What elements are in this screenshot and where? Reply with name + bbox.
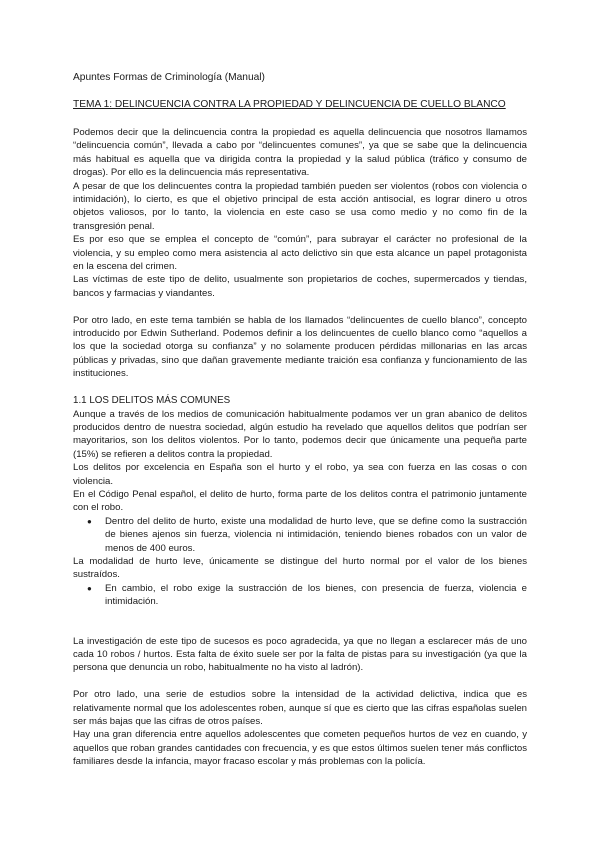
paragraph: Los delitos por excelencia en España son el hurto y el robo, ya sea con fuerza en las cosas o con violencia. (73, 462, 527, 487)
document-title: Apuntes Formas de Criminología (Manual) (73, 72, 265, 83)
paragraph: Por otro lado, en este tema también se habla de los llamados “delincuentes de cuello blanco”, concepto introducido por Edwin Sutherland. Podemos definir a los delincuentes de cuello blanco como “aquellos a los que la sociedad otorga su confianza” y no solamente producen pérdidas millonarias en las arcas públicas y privadas, sino que dañan gravemente mediante traición esa confianza y funcionamiento de las instituciones. (73, 314, 527, 380)
subsection-heading: 1.1 LOS DELITOS MÁS COMUNES (73, 395, 231, 407)
bullet-list (73, 515, 527, 555)
bullet-item: ● Dentro del delito de hurto, existe una modalidad de hurto leve, que se define como la sustracción de bienes ajenos sin fuerza, violencia ni intimidación, teniendo bienes robados con un valor de menos de 400 euros. (105, 515, 527, 555)
paragraph: Las víctimas de este tipo de delito, usualmente son propietarios de coches, supermercados y tiendas, bancos y farmacias y viandantes. (73, 274, 527, 299)
paragraph: La investigación de este tipo de sucesos es poco agradecida, ya que no llegan a esclarecer más de uno cada 10 robos / hurtos. Esta falta de éxito suele ser por la falta de pistas para su investigación (ya que la persona que denuncia un robo, habitualmente no ha visto al ladrón). (73, 635, 527, 674)
paragraph: A pesar de que los delincuentes contra la propiedad también pueden ser violentos (robos con violencia o intimidación), lo cierto, es que el objetivo principal de esta acción antisocial, es lograr dinero u otros objetos valiosos, por lo tanto, la violencia en este caso se usa como medio y no como fin de la transgresión penal. (73, 180, 527, 232)
section-heading: TEMA 1: DELINCUENCIA CONTRA LA PROPIEDAD Y DELINCUENCIA DE CUELLO BLANCO (73, 99, 506, 110)
bullet-list (73, 582, 527, 609)
paragraph: Aunque a través de los medios de comunicación habitualmente podamos ver un gran abanico de delitos producidos dentro de nuestra sociedad, algún estudio ha revelado que aquellos delitos que podrían ser mayoritarios, son los delitos violentos. Por lo tanto, podemos decir que únicamente una pequeña parte (15%) se refieren a delitos contra la propiedad. (73, 408, 527, 460)
paragraph: Podemos decir que la delincuencia contra la propiedad es aquella delincuencia que nosotros llamamos “delincuencia común”, llevada a cabo por “delincuentes comunes”, ya que se sabe que la delincuencia más habitual es aquella que va dirigida contra la propiedad y la salud pública (tráfico y consumo de drogas). Por ello es la delincuencia más representativa. (73, 127, 527, 179)
bullet-item: ● En cambio, el robo exige la sustracción de los bienes, con presencia de fuerza, violencia e intimidación. (105, 582, 527, 609)
paragraph: En el Código Penal español, el delito de hurto, forma parte de los delitos contra el patrimonio juntamente con el robo. (73, 488, 527, 514)
paragraph: Hay una gran diferencia entre aquellos adolescentes que cometen pequeños hurtos de vez en cuando, y aquellos que roban grandes cantidades con frecuencia, y es que estos últimos suelen tener más conflictos familiares desde la infancia, mayor fracaso escolar y más problemas con la policía. (73, 729, 527, 768)
document-body (73, 126, 527, 769)
paragraph: La modalidad de hurto leve, únicamente se distingue del hurto normal por el valor de los bienes sustraídos. (73, 555, 527, 581)
paragraph: Es por eso que se emplea el concepto de “común”, para subrayar el carácter no profesional de la violencia, y su empleo como mera asistencia al acto delictivo sin que esta alcance un papel protagonista en la escena del crimen. (73, 234, 527, 273)
paragraph: Por otro lado, una serie de estudios sobre la intensidad de la actividad delictiva, indica que es relativamente normal que los adolescentes roben, aunque sí que es cierto que las cifras españolas suelen ser más bajas que las cifras de otros países. (73, 689, 527, 728)
